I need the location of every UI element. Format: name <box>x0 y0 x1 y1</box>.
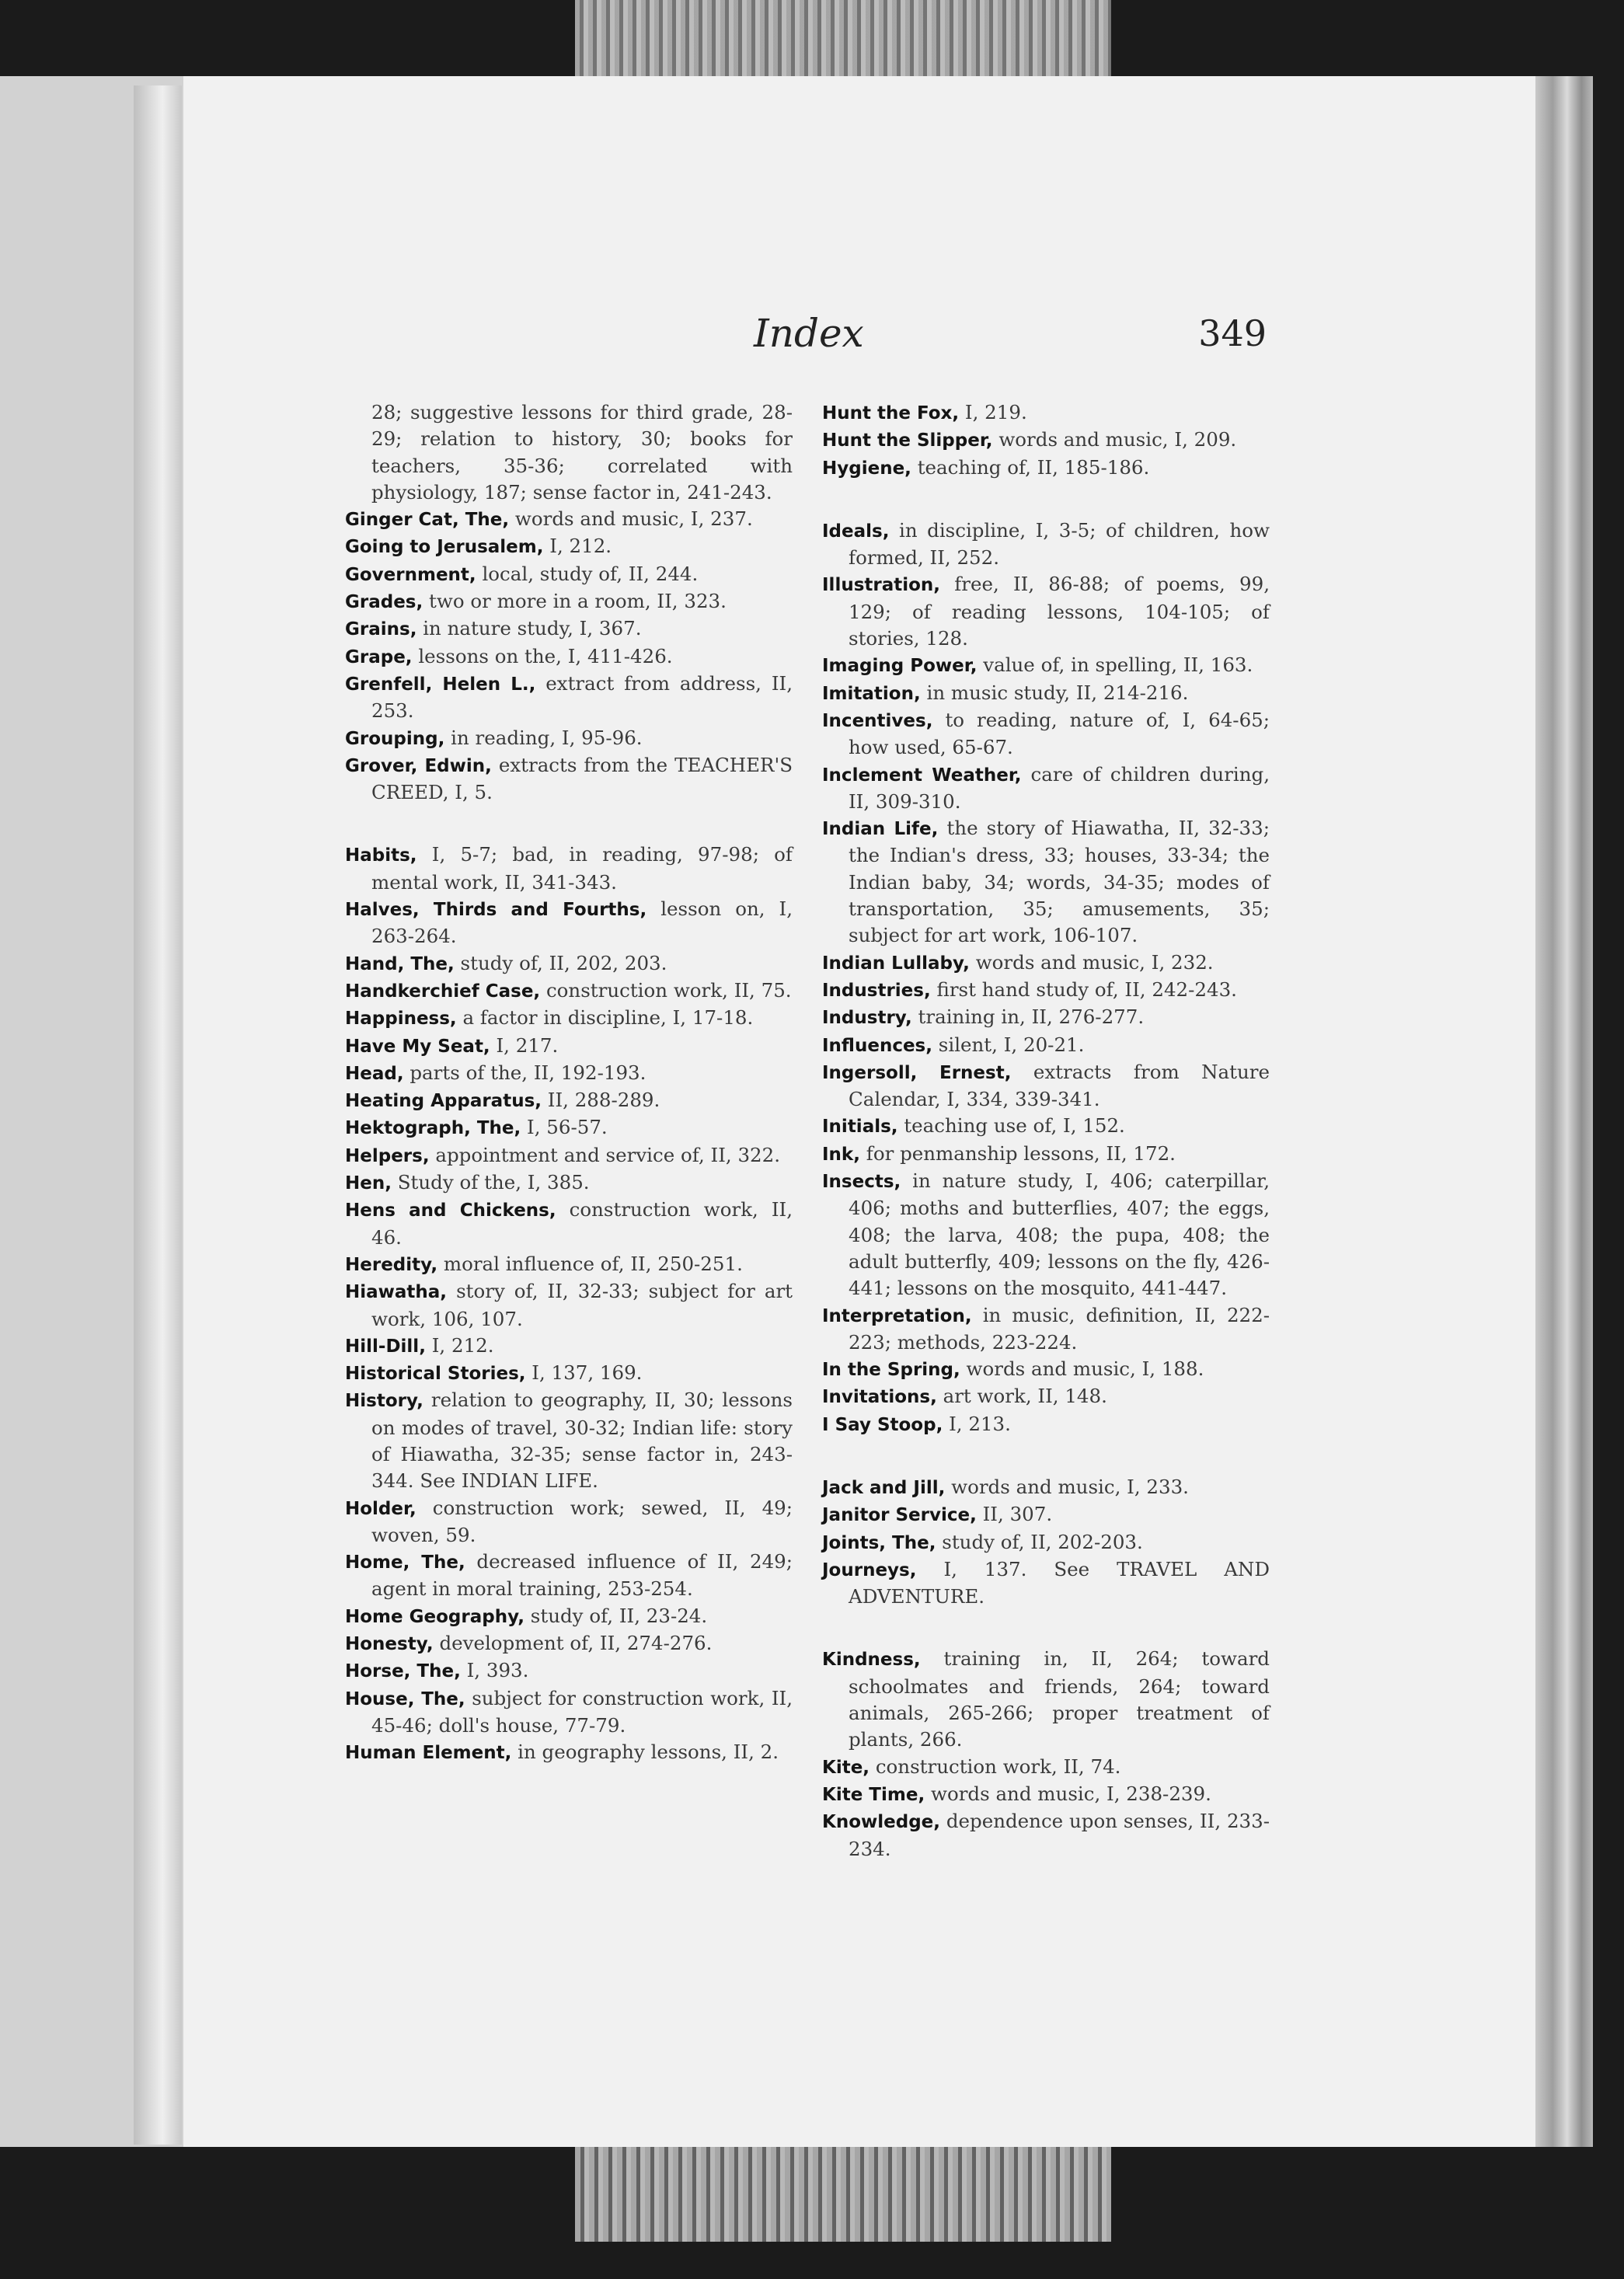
entry-detail: I, 213. <box>943 1412 1011 1435</box>
page-header-title: Index <box>754 311 864 356</box>
entry-detail: I, 137. See TRAVEL AND ADVENTURE. <box>849 1557 1270 1608</box>
entry-detail: lessons on the, I, 411-426. <box>412 644 673 667</box>
index-entry <box>345 977 793 1005</box>
entry-term: Ideals, <box>822 521 890 542</box>
entry-detail: moral influence of, II, 250-251. <box>437 1252 743 1275</box>
index-entry <box>345 1087 793 1114</box>
index-entry <box>822 680 1270 707</box>
entry-term: Habits, <box>345 845 417 866</box>
entry-term: Home Geography, <box>345 1606 525 1627</box>
index-entry <box>822 1781 1270 1808</box>
entry-detail: in music, definition, II, 222-223; methods, 223-224. <box>849 1303 1270 1354</box>
index-entry <box>822 1141 1270 1168</box>
entry-detail: dependence upon senses, II, 233-234. <box>849 1810 1270 1860</box>
entry-detail: free, II, 86-88; of poems, 99, 129; of reading lessons, 104-105; of stories, 128. <box>849 573 1270 650</box>
index-entry <box>822 950 1270 977</box>
entry-term: Government, <box>345 564 476 585</box>
entry-term: Indian Lullaby, <box>822 953 970 974</box>
entry-term: Hens and Chickens, <box>345 1200 556 1221</box>
entry-term: Honesty, <box>345 1634 434 1655</box>
index-entry <box>345 725 793 752</box>
index-entry <box>822 1004 1270 1031</box>
entry-detail: a factor in discipline, I, 17-18. <box>456 1006 754 1030</box>
entry-term: In the Spring, <box>822 1360 960 1381</box>
index-entry <box>822 1501 1270 1528</box>
entry-term: Holder, <box>345 1498 416 1519</box>
entry-detail: study of, II, 202-203. <box>936 1530 1143 1553</box>
entry-term: Knowledge, <box>822 1812 940 1833</box>
entry-detail: I, 212. <box>543 535 612 558</box>
entry-term: Jack and Jill, <box>822 1477 946 1498</box>
entry-term: Imitation, <box>822 683 921 704</box>
entry-term: Invitations, <box>822 1387 937 1408</box>
entry-detail: in nature study, I, 406; caterpillar, 406; moths and butterflies, 407; the eggs, 408; the larva, 408; the pupa, 408; the adult butterfly, 409; lessons on the fly, 426-441; lessons on the mosquito, 441-447. <box>849 1169 1270 1300</box>
entry-term: Kite Time, <box>822 1784 925 1805</box>
entry-term: Grouping, <box>345 728 445 749</box>
index-entry <box>822 517 1270 572</box>
entry-term: Hunt the Fox, <box>822 403 960 423</box>
index-entry <box>345 842 793 896</box>
entry-term: Home, The, <box>345 1552 465 1573</box>
index-entry <box>822 761 1270 816</box>
entry-detail: parts of the, II, 192-193. <box>403 1061 646 1084</box>
entry-detail: words and music, I, 237. <box>509 507 753 531</box>
index-entry <box>345 671 793 725</box>
index-entry <box>345 1685 793 1740</box>
index-entry <box>822 1302 1270 1357</box>
entry-term: Industry, <box>822 1008 912 1029</box>
index-entry <box>822 1556 1270 1611</box>
entry-term: Interpretation, <box>822 1305 972 1326</box>
entry-term: Hunt the Slipper, <box>822 430 993 451</box>
index-entry <box>345 1197 793 1251</box>
entry-term: Going to Jerusalem, <box>345 537 544 558</box>
index-entry <box>345 533 793 560</box>
letter-section-gap <box>822 482 1270 517</box>
entry-term: Joints, The, <box>822 1532 936 1553</box>
entry-detail: first hand study of, II, 242-243. <box>930 977 1237 1001</box>
entry-term: History, <box>345 1391 423 1412</box>
entry-term: Incentives, <box>822 710 933 731</box>
index-entry <box>345 561 793 588</box>
entry-detail: local, study of, II, 244. <box>476 562 699 585</box>
entry-term: Grades, <box>345 592 423 613</box>
entry-detail: in discipline, I, 3-5; of children, how formed, II, 252. <box>849 518 1270 570</box>
entry-term: Grape, <box>345 646 413 667</box>
entry-term: Journeys, <box>822 1559 917 1580</box>
letter-section-gap <box>822 1610 1270 1646</box>
entry-detail: I, 393. <box>460 1659 529 1682</box>
entry-detail: Study of the, I, 385. <box>391 1171 590 1194</box>
entry-detail: story of, II, 32-33; subject for art work, 106, 107. <box>371 1280 793 1330</box>
entry-detail: care of children during, II, 309-310. <box>849 762 1270 813</box>
index-entry <box>822 707 1270 761</box>
entry-detail: words and music, I, 188. <box>960 1357 1204 1381</box>
entry-detail: appointment and service of, II, 322. <box>429 1143 781 1166</box>
entry-detail: training in, II, 264; toward schoolmates and friends, 264; toward animals, 265-266; proper treatment of plants, 266. <box>849 1647 1270 1751</box>
entry-detail: relation to geography, II, 30; lessons on modes of travel, 30-32; Indian life: story of Hiawatha, 32-35; sense factor in, 243-344. See INDIAN LIFE. <box>371 1389 793 1493</box>
entry-detail: words and music, I, 233. <box>945 1475 1189 1498</box>
entry-term: Initials, <box>822 1117 898 1138</box>
index-entry <box>345 1278 793 1333</box>
entry-term: Have My Seat, <box>345 1036 490 1057</box>
index-entry <box>822 571 1270 652</box>
index-entry <box>345 752 793 807</box>
index-entry <box>345 1060 793 1087</box>
entry-detail: decreased influence of II, 249; agent in moral training, 253-254. <box>371 1550 793 1601</box>
entry-term: Historical Stories, <box>345 1364 526 1385</box>
entry-term: Ingersoll, Ernest, <box>822 1062 1012 1083</box>
entry-detail: I, 219. <box>959 401 1027 423</box>
entry-detail: subject for construction work, II, 45-46; doll's house, 77-79. <box>371 1686 793 1737</box>
index-entry <box>345 643 793 671</box>
index-entry <box>345 1495 793 1549</box>
index-entry <box>822 1113 1270 1140</box>
entry-term: Industries, <box>822 980 931 1001</box>
index-entry <box>822 815 1270 949</box>
index-entry <box>822 1529 1270 1556</box>
index-entry <box>345 1333 793 1360</box>
entry-detail: to reading, nature of, I, 64-65; how used, 65-67. <box>849 708 1270 759</box>
entry-term: Grains, <box>345 619 417 640</box>
entry-term: Halves, Thirds and Fourths, <box>345 900 647 921</box>
entry-detail: construction work, II, 46. <box>371 1198 793 1249</box>
entry-detail: extract from address, II, 253. <box>371 671 793 723</box>
entry-term: Inclement Weather, <box>822 765 1022 786</box>
entry-detail: training in, II, 276-277. <box>911 1005 1145 1029</box>
index-entry <box>822 1808 1270 1863</box>
index-entry-continuation: 28; suggestive lessons for third grade, 28-29; relation to history, 30; books for teachers, 35-36; correlated with physiology, 187; sense factor in, 241-243. <box>371 401 793 504</box>
index-entry <box>345 896 793 950</box>
entry-detail: II, 288-289. <box>542 1089 660 1112</box>
entry-term: Ginger Cat, The, <box>345 510 510 531</box>
entry-term: Indian Life, <box>822 819 939 840</box>
entry-detail: construction work, II, 74. <box>870 1755 1121 1778</box>
entry-term: Heredity, <box>345 1254 438 1275</box>
entry-term: Hen, <box>345 1173 392 1194</box>
entry-detail: construction work; sewed, II, 49; woven, 59. <box>371 1496 793 1546</box>
entry-term: Handkerchief Case, <box>345 981 541 1002</box>
entry-detail: I, 212. <box>425 1333 494 1357</box>
index-entry <box>822 1411 1270 1438</box>
entry-detail: teaching use of, I, 152. <box>897 1114 1125 1138</box>
index-entry <box>345 1005 793 1032</box>
entry-term: Helpers, <box>345 1145 430 1166</box>
facing-page-edge <box>134 85 182 2145</box>
index-entry <box>345 588 793 615</box>
entry-detail: study of, II, 202, 203. <box>454 951 667 974</box>
entry-detail: study of, II, 23-24. <box>524 1604 708 1627</box>
index-entry <box>345 1603 793 1630</box>
index-entry <box>822 1383 1270 1410</box>
index-entry <box>345 1657 793 1685</box>
entry-term: Imaging Power, <box>822 656 978 677</box>
entry-term: Ink, <box>822 1144 860 1165</box>
entry-term: Influences, <box>822 1035 932 1056</box>
entry-detail: extracts from the TEACHER'S CREED, I, 5. <box>371 753 793 804</box>
entry-term: Human Element, <box>345 1743 512 1764</box>
entry-detail: II, 307. <box>976 1503 1053 1526</box>
entry-detail: for penmanship lessons, II, 172. <box>859 1141 1176 1165</box>
index-entry <box>345 1114 793 1141</box>
index-entry <box>822 1646 1270 1753</box>
entry-term: Kite, <box>822 1757 870 1778</box>
entry-term: Happiness, <box>345 1009 457 1030</box>
entry-term: Hiawatha, <box>345 1282 448 1303</box>
entry-detail: construction work, II, 75. <box>540 978 792 1002</box>
index-entry <box>822 455 1270 482</box>
index-entry <box>822 1168 1270 1302</box>
entry-term: Illustration, <box>822 575 941 596</box>
entry-detail: silent, I, 20-21. <box>932 1033 1085 1056</box>
entry-detail: two or more in a room, II, 323. <box>423 590 727 613</box>
entry-detail: words and music, I, 209. <box>992 428 1237 451</box>
entry-detail: the story of Hiawatha, II, 32-33; the Indian's dress, 33; houses, 33-34; the Indian baby, 34; words, 34-35; modes of transportation, 35; amusements, 35; subject for art work, 106-107. <box>849 817 1270 947</box>
entry-detail: I, 217. <box>490 1033 559 1057</box>
index-entry <box>345 506 793 533</box>
entry-term: Head, <box>345 1063 404 1084</box>
index-entry <box>345 1169 793 1197</box>
entry-term: Horse, The, <box>345 1661 461 1682</box>
index-entry <box>345 1387 793 1494</box>
entry-detail: I, 5-7; bad, in reading, 97-98; of mental work, II, 341-343. <box>371 843 793 894</box>
scan-margin-top <box>575 0 1111 85</box>
entry-term: Hektograph, The, <box>345 1118 521 1139</box>
entry-detail: words and music, I, 232. <box>969 950 1214 974</box>
index-entry <box>822 1059 1270 1113</box>
entry-detail: I, 137, 169. <box>525 1361 643 1385</box>
index-entry <box>345 1251 793 1278</box>
entry-term: I Say Stoop, <box>822 1414 943 1435</box>
index-entry <box>822 1754 1270 1781</box>
letter-section-gap <box>822 1438 1270 1474</box>
index-entry <box>345 1360 793 1387</box>
entry-term: Kindness, <box>822 1650 921 1671</box>
entry-detail: value of, in spelling, II, 163. <box>977 653 1253 677</box>
index-column-right <box>822 399 1270 1863</box>
entry-term: Grover, Edwin, <box>345 755 492 776</box>
entry-term: Hill-Dill, <box>345 1336 426 1357</box>
entry-detail: development of, II, 274-276. <box>433 1632 713 1655</box>
entry-detail: I, 56-57. <box>521 1116 608 1139</box>
index-entry <box>822 1356 1270 1383</box>
index-entry <box>822 1032 1270 1059</box>
entry-detail: in music study, II, 214-216. <box>920 681 1189 704</box>
entry-term: Grenfell, Helen L., <box>345 674 536 695</box>
entry-detail: in reading, I, 95-96. <box>444 726 643 749</box>
entry-term: Janitor Service, <box>822 1505 977 1526</box>
page-stack-edge <box>1535 76 1593 2147</box>
index-entry <box>822 652 1270 679</box>
index-entry <box>822 977 1270 1004</box>
index-entry <box>345 1549 793 1603</box>
index-column-left <box>345 399 793 1767</box>
index-entry <box>345 1033 793 1060</box>
page-number: 349 <box>1198 312 1267 354</box>
index-entry <box>345 615 793 643</box>
entry-detail: teaching of, II, 185-186. <box>911 455 1150 479</box>
entry-term: House, The, <box>345 1688 465 1709</box>
index-entry <box>345 1142 793 1169</box>
entry-term: Hygiene, <box>822 458 911 479</box>
entry-term: Insects, <box>822 1172 901 1193</box>
entry-detail: in nature study, I, 367. <box>416 617 642 640</box>
index-entry <box>345 950 793 977</box>
letter-section-gap <box>345 806 793 842</box>
index-entry <box>822 427 1270 454</box>
entry-detail: art work, II, 148. <box>936 1385 1107 1408</box>
entry-term: Hand, The, <box>345 953 455 974</box>
entry-term: Heating Apparatus, <box>345 1091 542 1112</box>
index-entry <box>345 1739 793 1766</box>
index-entry <box>822 399 1270 427</box>
entry-detail: extracts from Nature Calendar, I, 334, 339-341. <box>849 1060 1270 1111</box>
index-entry <box>345 1630 793 1657</box>
entry-detail: words and music, I, 238-239. <box>925 1782 1211 1805</box>
entry-detail: in geography lessons, II, 2. <box>511 1741 779 1764</box>
entry-detail: lesson on, I, 263-264. <box>371 897 793 948</box>
index-entry <box>822 1474 1270 1501</box>
